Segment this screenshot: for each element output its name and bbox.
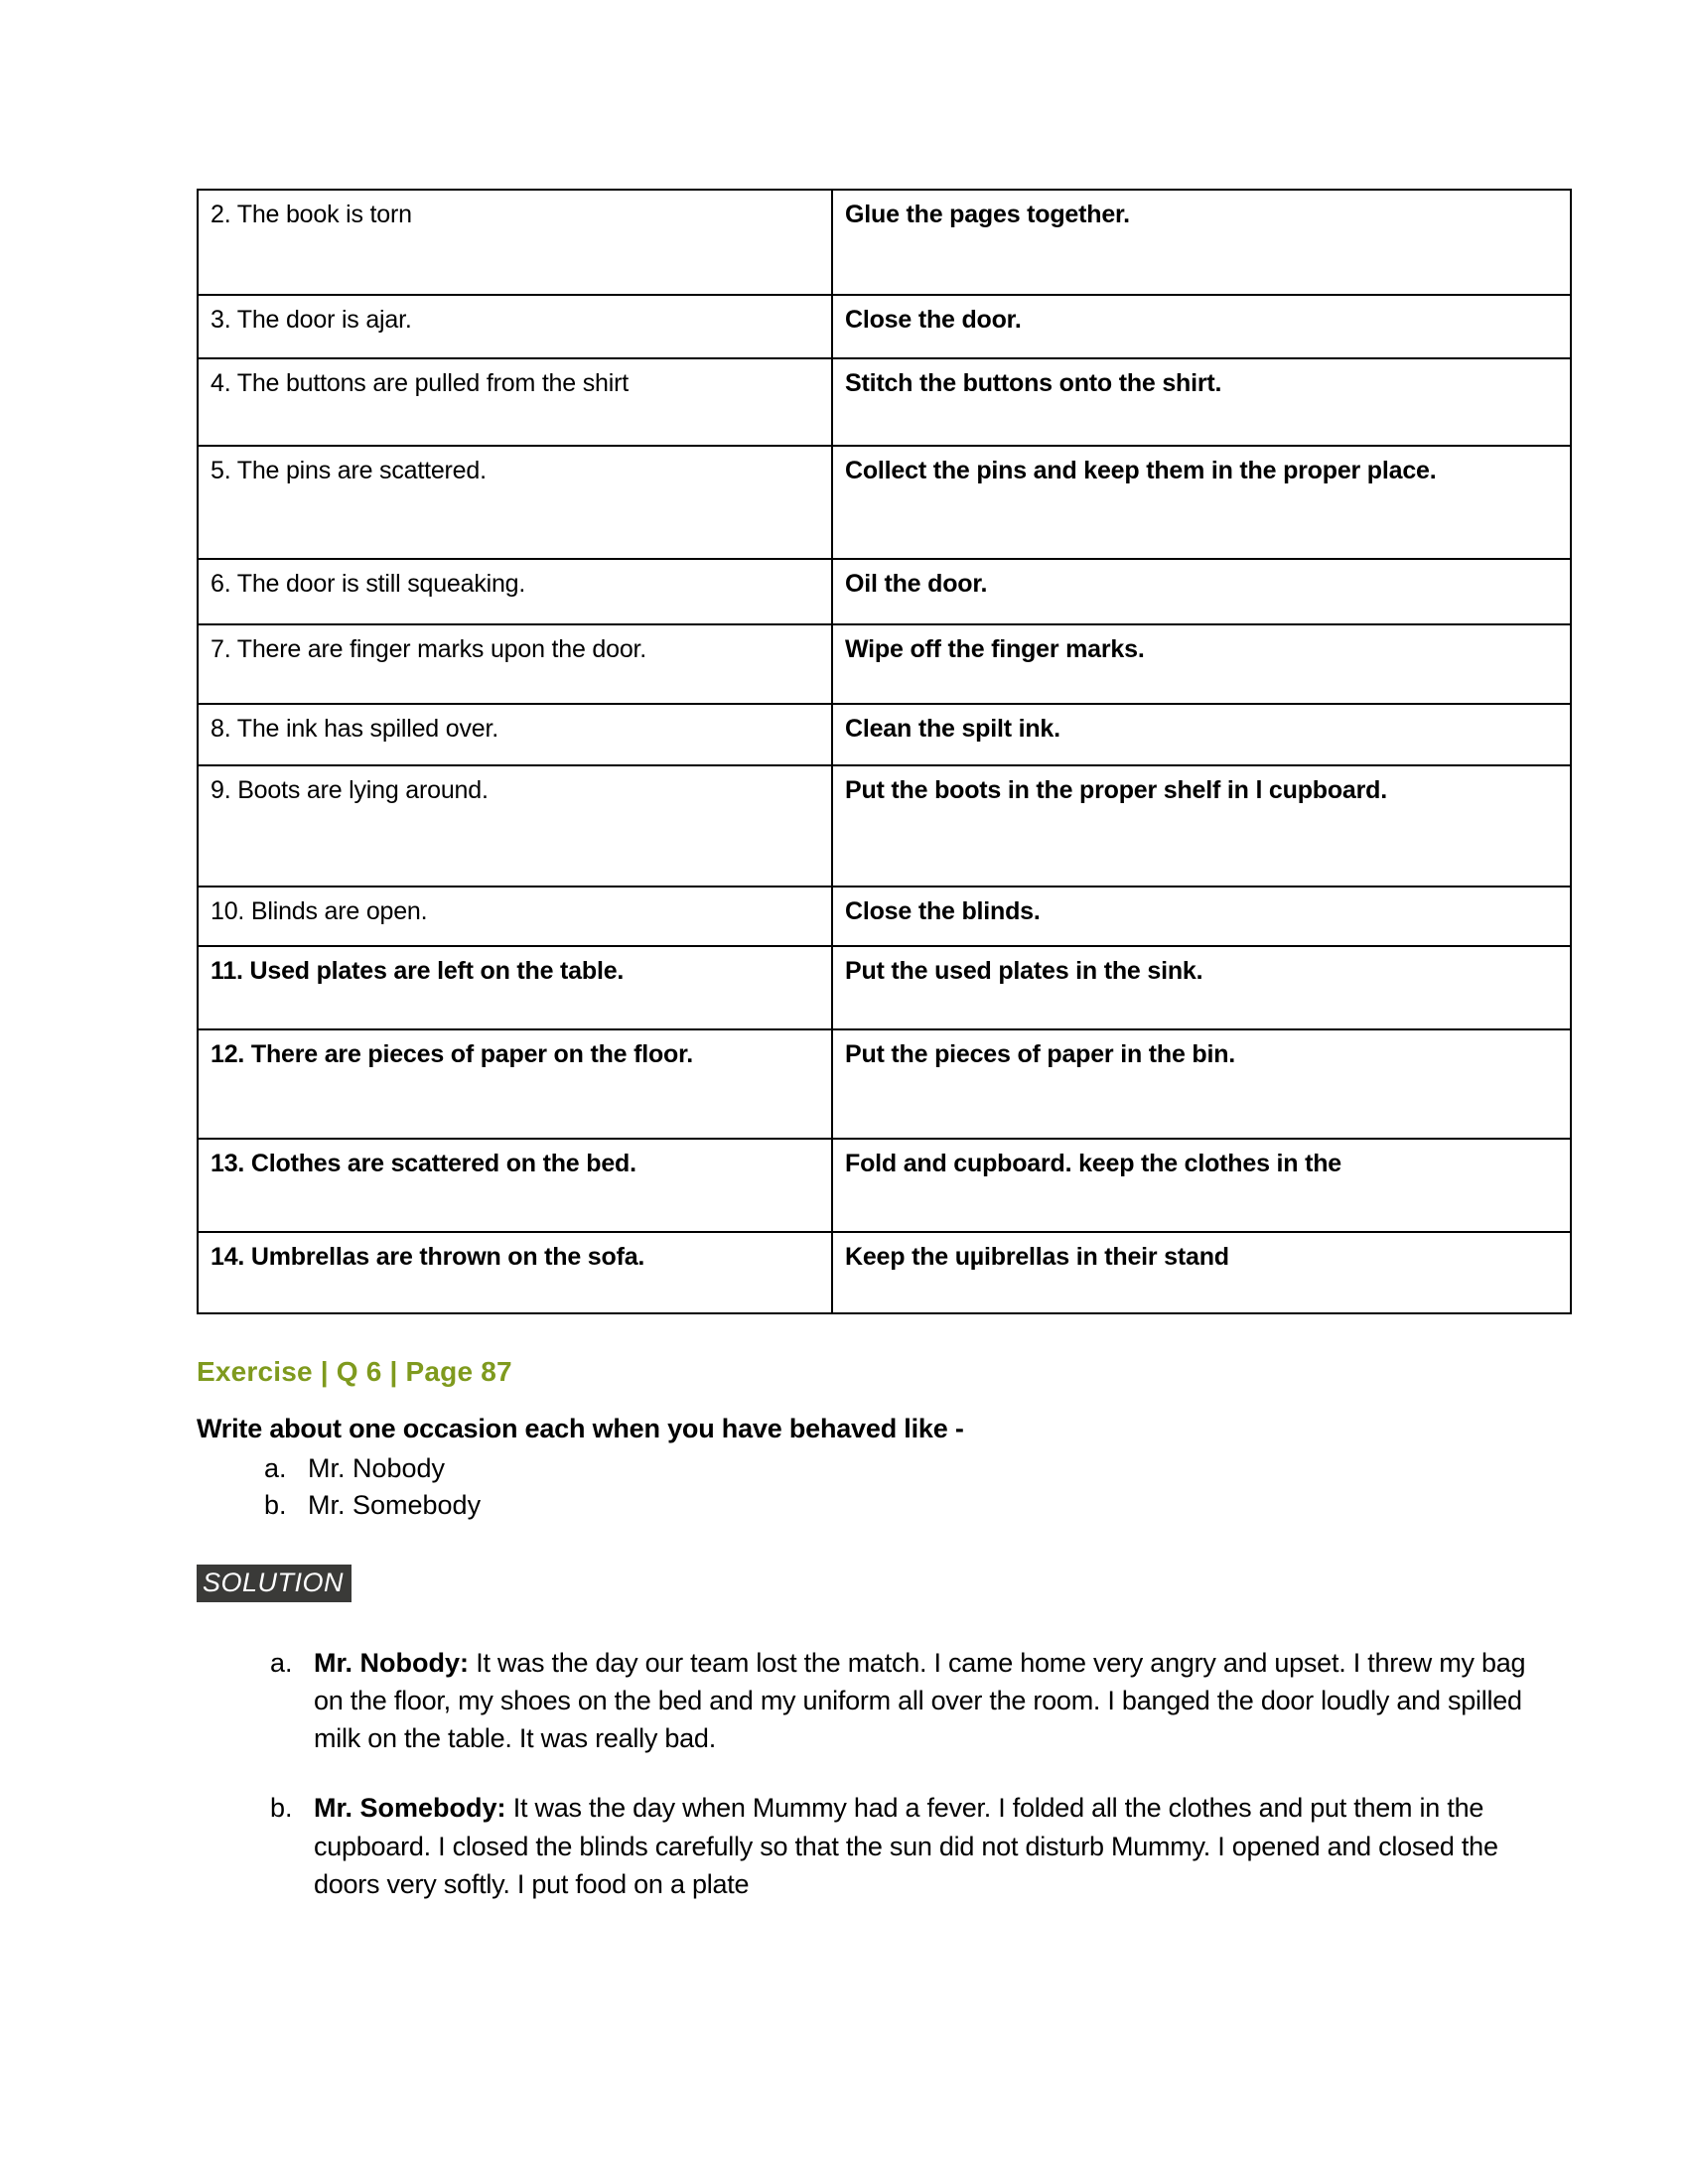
table-cell-problem: 13. Clothes are scattered on the bed. [198, 1139, 832, 1232]
page-content [197, 189, 1547, 1935]
table-cell-solution: Close the door. [832, 295, 1571, 358]
table-cell-problem: 8. The ink has spilled over. [198, 704, 832, 765]
question-prompt: Write about one occasion each when you have behaved like - [197, 1414, 964, 1443]
table-cell-problem: 2. The book is torn [198, 190, 832, 295]
solution-badge: SOLUTION [197, 1565, 352, 1602]
table-cell-problem: 5. The pins are scattered. [198, 446, 832, 559]
table-cell-solution: Collect the pins and keep them in the proper place. [832, 446, 1571, 559]
solution-list [197, 1644, 1547, 1904]
table-row [198, 358, 1571, 446]
table-cell-problem: 7. There are finger marks upon the door. [198, 624, 832, 704]
table-cell-solution: Put the boots in the proper shelf in l cupboard. [832, 765, 1571, 887]
table-cell-problem: 11. Used plates are left on the table. [198, 946, 832, 1029]
table-cell-problem: 3. The door is ajar. [198, 295, 832, 358]
table-row [198, 946, 1571, 1029]
table-cell-solution: Put the used plates in the sink. [832, 946, 1571, 1029]
list-item [300, 1789, 1547, 1903]
table-row [198, 704, 1571, 765]
table-cell-problem: 12. There are pieces of paper on the floor. [198, 1029, 832, 1139]
table-cell-problem: 14. Umbrellas are thrown on the sofa. [198, 1232, 832, 1313]
table-row [198, 765, 1571, 887]
table-cell-solution: Glue the pages together. [832, 190, 1571, 295]
list-item: b. Mr. Somebody [294, 1487, 1547, 1524]
table-row [198, 559, 1571, 624]
table-row [198, 1139, 1571, 1232]
table-cell-solution: Oil the door. [832, 559, 1571, 624]
solution-item-lead: Mr. Somebody: [314, 1793, 506, 1824]
list-item: a. Mr. Nobody [294, 1450, 1547, 1487]
list-item [300, 1644, 1547, 1758]
question-options-list [197, 1450, 1547, 1525]
table-body [198, 190, 1571, 1313]
table-cell-solution: Fold and cupboard. keep the clothes in the [832, 1139, 1571, 1232]
table-cell-problem: 10. Blinds are open. [198, 887, 832, 946]
table-row [198, 624, 1571, 704]
table-cell-solution: Clean the spilt ink. [832, 704, 1571, 765]
exercise-heading: Exercise | Q 6 | Page 87 [197, 1356, 512, 1387]
table-cell-solution: Put the pieces of paper in the bin. [832, 1029, 1571, 1139]
table-cell-solution: Wipe off the finger marks. [832, 624, 1571, 704]
table-cell-solution: Close the blinds. [832, 887, 1571, 946]
table-cell-problem: 6. The door is still squeaking. [198, 559, 832, 624]
table-row [198, 1232, 1571, 1313]
table-row [198, 190, 1571, 295]
table-row [198, 295, 1571, 358]
table-cell-solution: Keep the uµibrellas in their stand [832, 1232, 1571, 1313]
solution-item-body: It was the day when Mummy had a fever. I folded all the clothes and put them in the cupboard. I closed the blinds carefully so that the sun did not disturb Mummy. I opened and closed the doors very softly. I put food on a plate [314, 1793, 1498, 1900]
solution-item-lead: Mr. Nobody: [314, 1647, 469, 1678]
table-cell-problem: 4. The buttons are pulled from the shirt [198, 358, 832, 446]
table-cell-solution: Stitch the buttons onto the shirt. [832, 358, 1571, 446]
table-row [198, 887, 1571, 946]
table-row [198, 1029, 1571, 1139]
problem-solution-table [197, 189, 1572, 1314]
solution-item-body: It was the day our team lost the match. I came home very angry and upset. I threw my bag on the floor, my shoes on the bed and my uniform all over the room. I banged the door loudly and spilled milk on the table. It was really bad. [314, 1647, 1526, 1754]
table-row [198, 446, 1571, 559]
table-cell-problem: 9. Boots are lying around. [198, 765, 832, 887]
